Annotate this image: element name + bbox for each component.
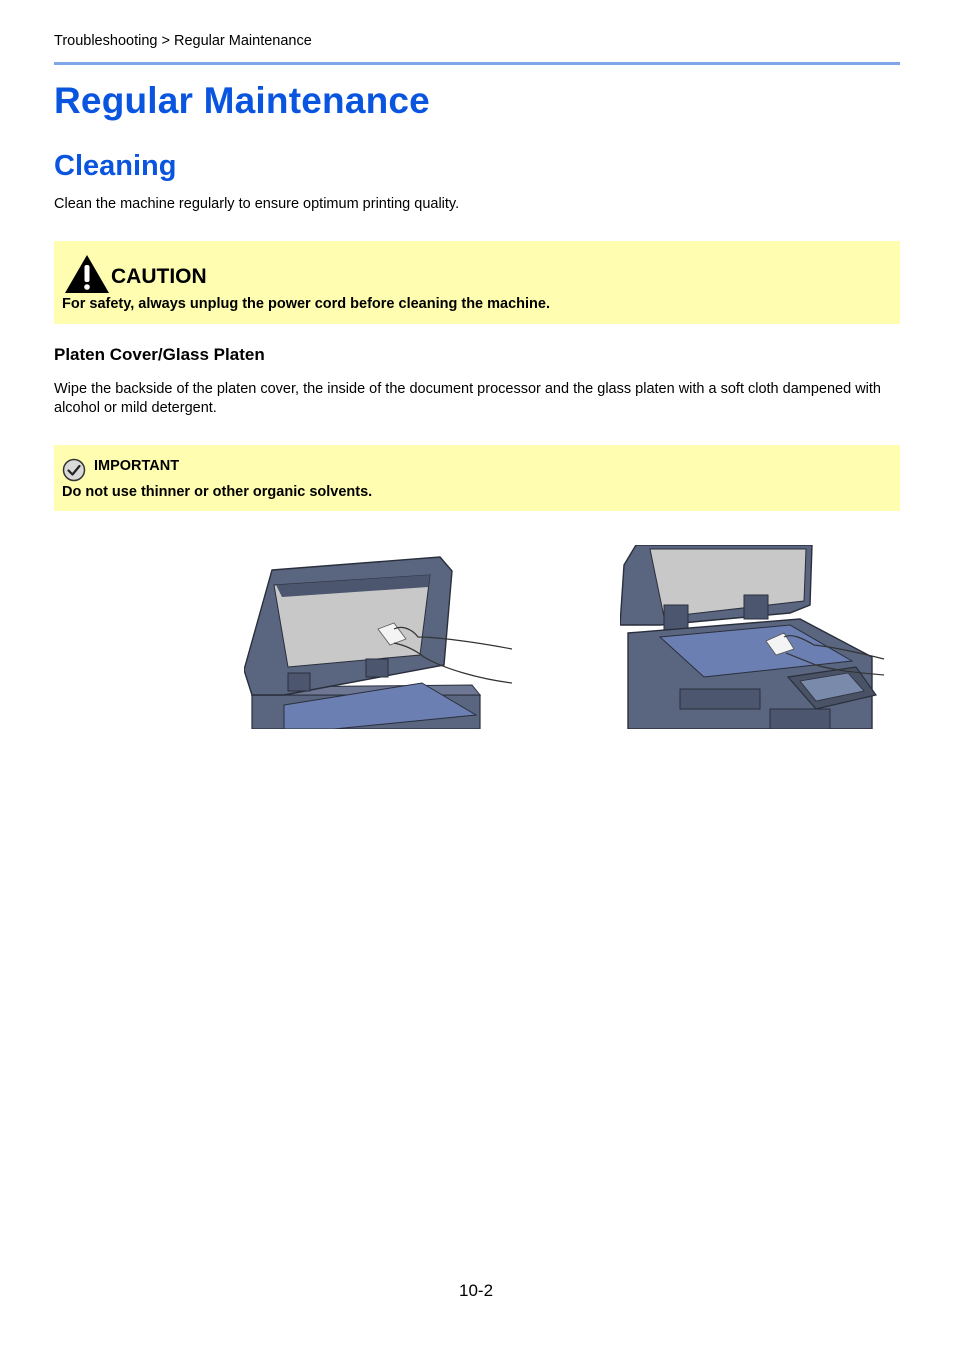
caution-title: CAUTION [111, 265, 207, 288]
header-rule [54, 62, 900, 65]
caution-text: For safety, always unplug the power cord before cleaning the machine. [62, 296, 551, 312]
important-title: IMPORTANT [94, 458, 180, 474]
page-title: Regular Maintenance [54, 80, 430, 121]
checkmark-circle-icon [62, 458, 86, 482]
caution-box [54, 241, 900, 324]
subsection-text: Wipe the backside of the platen cover, the inside of the document processor and the glass platen with a soft cloth dampened with alcohol or mild detergent. [54, 381, 881, 416]
important-box [54, 445, 900, 511]
breadcrumb: Troubleshooting > Regular Maintenance [54, 33, 312, 49]
cleaning-illustration-document-processor [244, 545, 512, 729]
important-text: Do not use thinner or other organic solvents. [62, 484, 373, 500]
subsection-title: Platen Cover/Glass Platen [54, 345, 265, 364]
intro-text: Clean the machine regularly to ensure optimum printing quality. [54, 196, 460, 212]
cleaning-illustration-glass-platen [620, 545, 886, 729]
page-number: 10-2 [459, 1281, 494, 1300]
warning-triangle-icon [64, 254, 110, 294]
section-title: Cleaning [54, 150, 177, 182]
